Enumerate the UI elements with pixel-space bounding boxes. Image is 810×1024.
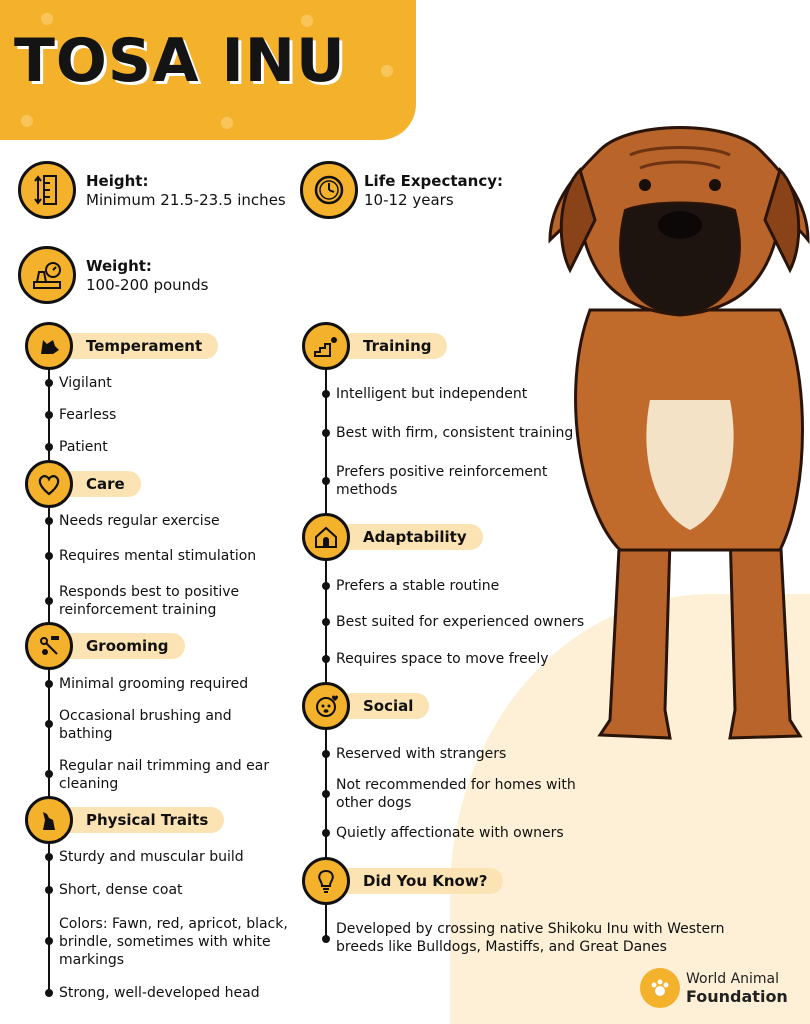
bullet-dot <box>45 379 53 387</box>
dog-face-heart-icon <box>302 682 350 730</box>
paw-icon: ● <box>40 8 54 27</box>
section-title-adaptability: Adaptability <box>327 524 483 550</box>
lightbulb-icon <box>302 857 350 905</box>
life-expectancy-value: 10-12 years <box>364 191 454 209</box>
weight-label: Weight: <box>86 257 152 275</box>
bullet-dot <box>322 935 330 943</box>
life-expectancy-label: Life Expectancy: <box>364 172 503 190</box>
height-label: Height: <box>86 172 149 190</box>
bullet-dot <box>45 853 53 861</box>
sitting-dog-icon <box>25 796 73 844</box>
page-title: TOSA INU <box>14 26 346 96</box>
logo-line-2: Foundation <box>686 986 788 1006</box>
list-item: Requires space to move freely <box>336 651 549 667</box>
bullet-dot <box>45 680 53 688</box>
list-item: Quietly affectionate with owners <box>336 825 564 841</box>
section-title-social: Social <box>327 693 429 719</box>
paw-icon: ● <box>300 10 314 29</box>
section-title-temperament: Temperament <box>50 333 218 359</box>
dog-house-icon <box>302 513 350 561</box>
list-item: Short, dense coat <box>59 882 183 898</box>
bullet-dot <box>45 770 53 778</box>
list-item: Not recommended for homes with other dogs <box>336 777 576 811</box>
section-title-physical-traits: Physical Traits <box>50 807 224 833</box>
list-item: Best suited for experienced owners <box>336 614 585 630</box>
list-item: Vigilant <box>59 375 112 391</box>
list-item: Needs regular exercise <box>59 513 220 529</box>
list-item: Developed by crossing native Shikoku Inu with Western breeds like Bulldogs, Mastiffs, and Great Danes <box>336 921 725 955</box>
training-icon <box>302 322 350 370</box>
list-item: Fearless <box>59 407 117 423</box>
bullet-dot <box>322 429 330 437</box>
bullet-dot <box>322 618 330 626</box>
list-item: Reserved with strangers <box>336 746 507 762</box>
bullet-dot <box>45 886 53 894</box>
list-item: Occasional brushing and bathing <box>59 708 232 742</box>
bullet-dot <box>45 989 53 997</box>
list-item: Sturdy and muscular build <box>59 849 244 865</box>
brand-logo <box>640 968 788 1008</box>
bullet-dot <box>45 411 53 419</box>
list-item: Colors: Fawn, red, apricot, black, brindle, sometimes with white markings <box>59 916 288 968</box>
height-value: Minimum 21.5-23.5 inches <box>86 191 286 209</box>
bullet-dot <box>322 655 330 663</box>
bullet-dot <box>45 597 53 605</box>
section-title-did-you-know: Did You Know? <box>327 868 503 894</box>
list-item: Prefers positive reinforcement methods <box>336 464 548 498</box>
bullet-dot <box>322 477 330 485</box>
bullet-dot <box>322 750 330 758</box>
ruler-icon <box>18 161 76 219</box>
bullet-dot <box>45 720 53 728</box>
list-item: Minimal grooming required <box>59 676 249 692</box>
tosa-inu-illustration <box>540 110 810 760</box>
grooming-icon <box>25 622 73 670</box>
bullet-dot <box>45 937 53 945</box>
paw-icon: ● <box>20 110 34 129</box>
list-item: Requires mental stimulation <box>59 548 257 564</box>
list-item: Best with firm, consistent training <box>336 425 574 441</box>
bullet-dot <box>45 552 53 560</box>
list-item: Strong, well-developed head <box>59 985 260 1001</box>
section-title-grooming: Grooming <box>50 633 185 659</box>
list-item: Responds best to positive reinforcement training <box>59 584 240 618</box>
list-item: Regular nail trimming and ear cleaning <box>59 758 270 792</box>
bullet-dot <box>45 443 53 451</box>
weight-value: 100-200 pounds <box>86 276 209 294</box>
bullet-dot <box>322 790 330 798</box>
list-item: Intelligent but independent <box>336 386 528 402</box>
bullet-dot <box>322 829 330 837</box>
section-title-training: Training <box>327 333 447 359</box>
bullet-dot <box>45 517 53 525</box>
list-item: Prefers a stable routine <box>336 578 500 594</box>
paw-icon: ● <box>380 60 394 79</box>
logo-line-1: World Animal <box>686 970 780 987</box>
heart-icon <box>25 460 73 508</box>
scale-icon <box>18 246 76 304</box>
clock-icon <box>300 161 358 219</box>
bullet-dot <box>322 582 330 590</box>
dog-head-icon <box>25 322 73 370</box>
list-item: Patient <box>59 439 108 455</box>
paw-icon <box>640 968 680 1008</box>
paw-icon: ● <box>220 112 234 131</box>
bullet-dot <box>322 390 330 398</box>
section-title-care: Care <box>50 471 141 497</box>
title-banner <box>0 0 416 140</box>
